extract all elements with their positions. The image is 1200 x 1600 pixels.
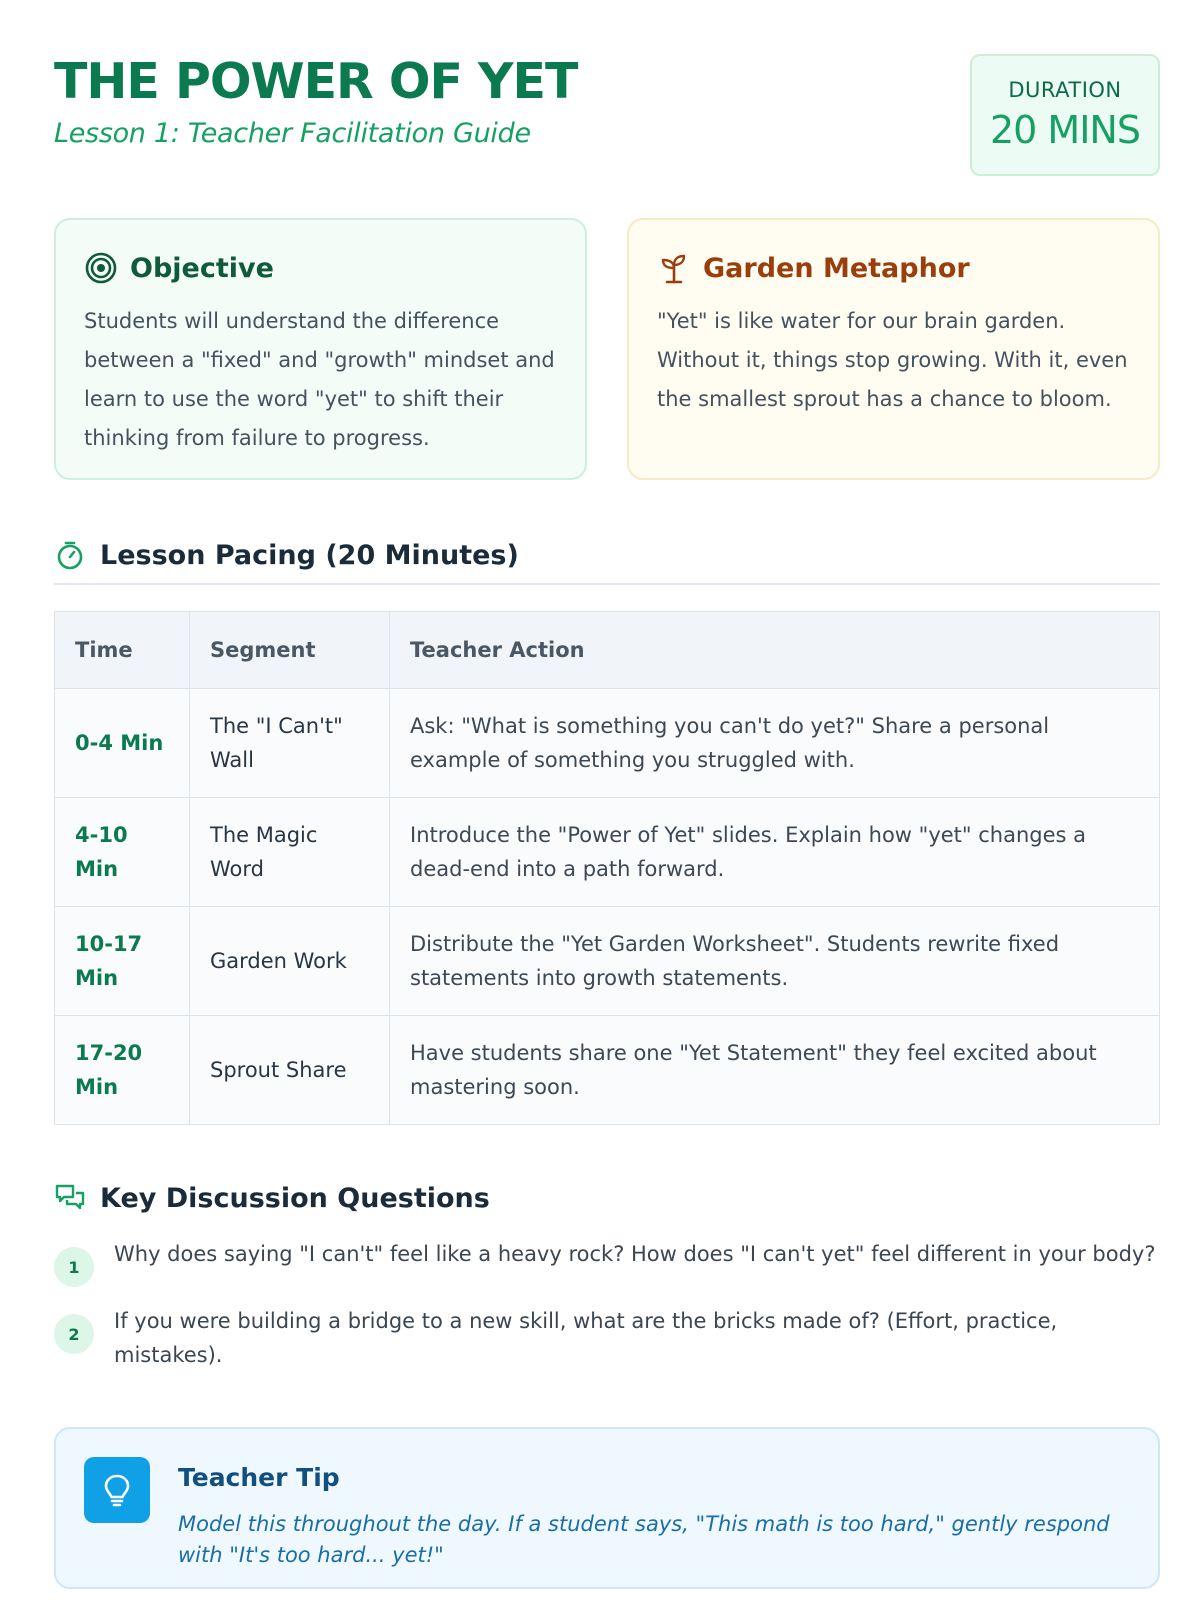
question-text: Why does saying "I can't" feel like a heavy rock? How does "I can't yet" feel different in your body? [114,1242,1156,1266]
objective-header [84,248,557,288]
row-segment: The "I Can't" Wall [190,689,390,798]
list-item [54,1237,1160,1287]
duration-badge [970,54,1160,176]
timer-icon [54,539,86,571]
row-action: Have students share one "Yet Statement" they feel excited about mastering soon. [390,1016,1160,1125]
table-row [55,798,1160,907]
header [54,52,1160,182]
table-row [55,907,1160,1016]
duration-label: DURATION [1008,78,1122,102]
target-icon [84,251,118,285]
table-row [55,1016,1160,1125]
section-divider [54,583,1160,585]
row-segment: Garden Work [190,907,390,1016]
objective-title: Objective [130,252,274,284]
table-row [55,689,1160,798]
sprout-icon [657,251,691,285]
pacing-title: Lesson Pacing (20 Minutes) [100,539,519,571]
question-number: 2 [54,1314,94,1354]
list-item [54,1304,1160,1372]
questions-title: Key Discussion Questions [100,1182,490,1214]
tip-title: Teacher Tip [178,1463,340,1492]
column-header-segment: Segment [190,612,390,689]
lightbulb-icon [99,1472,135,1508]
row-time: 0-4 Min [55,689,190,798]
lightbulb-badge [84,1457,150,1523]
metaphor-card [627,218,1160,480]
row-time: 10-17 Min [55,907,190,1016]
metaphor-body: "Yet" is like water for our brain garden. Without it, things stop growing. With it, even the smallest sprout has a chance to bloom. [657,309,1128,411]
objective-body: Students will understand the difference between a "fixed" and "growth" mindset and learn to use the word "yet" to shift their thinking from failure to progress. [84,309,555,450]
objective-card [54,218,587,480]
metaphor-header [657,248,1130,288]
pacing-table [54,611,1160,1125]
question-number: 1 [54,1247,94,1287]
row-time: 17-20 Min [55,1016,190,1125]
metaphor-title: Garden Metaphor [703,252,970,284]
tip-body: Model this throughout the day. If a student says, "This math is too hard," gently respond with "It's too hard... yet!" [178,1512,1110,1567]
row-action: Distribute the "Yet Garden Worksheet". Students rewrite fixed statements into growth statements. [390,907,1160,1016]
row-time: 4-10 Min [55,798,190,907]
table-header-row [55,612,1160,689]
column-header-action: Teacher Action [390,612,1160,689]
row-segment: Sprout Share [190,1016,390,1125]
teacher-tip-card [54,1427,1160,1589]
question-text: If you were building a bridge to a new skill, what are the bricks made of? (Effort, practice, mistakes). [114,1309,1058,1367]
column-header-time: Time [55,612,190,689]
page-subtitle: Lesson 1: Teacher Facilitation Guide [54,118,531,149]
page-title: THE POWER OF YET [54,53,578,110]
questions-section-header [54,1178,1160,1218]
row-action: Introduce the "Power of Yet" slides. Explain how "yet" changes a dead-end into a path forward. [390,798,1160,907]
row-segment: The Magic Word [190,798,390,907]
duration-value: 20 MINS [990,108,1140,152]
row-action: Ask: "What is something you can't do yet?" Share a personal example of something you struggled with. [390,689,1160,798]
pacing-section-header [54,534,1160,576]
chat-bubbles-icon [54,1182,86,1214]
